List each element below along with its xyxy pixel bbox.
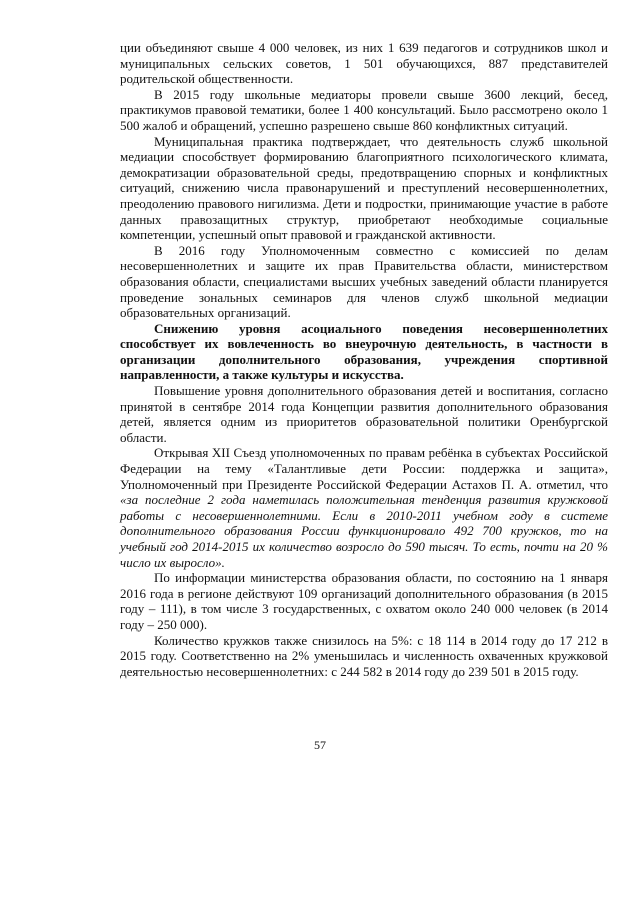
paragraph-5-emphasis: Снижению уровня асоциального поведения несовершеннолетних способствует их вовлеченность во внеурочную деятельность, в частности в организации дополнительного образования, учреждения спортивной направленности, а также культуры и искусства.: [120, 320, 608, 383]
page-number: 57: [314, 738, 326, 752]
paragraph-2: В 2015 году школьные медиаторы провели свыше 3600 лекций, бесед, практикумов правовой тематики, более 1 400 консультаций. Было рассмотрено около 1 500 жалоб и обращений, успешно разрешено свыше 860 конфликтных ситуаций.: [120, 86, 608, 133]
paragraph-4: В 2016 году Уполномоченным совместно с комиссией по делам несовершеннолетних и защите их прав Правительства области, министерством образования области, специалистами высших учебных заведений области планируется проведение зональных семинаров для членов служб школьной медиации образовательных организаций.: [120, 242, 608, 321]
paragraph-6: Повышение уровня дополнительного образования детей и воспитания, согласно принятой в сентябре 2014 года Концепции развития дополнительного образования детей, является одним из приоритетов образовательной политики Оренбургской области.: [120, 383, 608, 445]
paragraph-8: По информации министерства образования области, по состоянию на 1 января 2016 года в регионе действуют 109 организаций дополнительного образования (в 2015 году – 111), в том числе 3 государственных, с охватом около 240 000 человек (в 2014 году – 250 000).: [120, 570, 608, 632]
paragraph-3: Муниципальная практика подтверждает, что деятельность служб школьной медиации способствует формированию благоприятного психологического климата, демократизации образовательной среды, предотвращению спорных и конфликтных ситуаций, снижению числа правонарушений и преступлений несовершеннолетних, преодолению правового нигилизма. Дети и подростки, принимающие участие в работе данных правозащитных структур, приобретают необходимые социальные компетенции, успешный опыт правовой и гражданской активности.: [120, 133, 608, 243]
paragraph-9: Количество кружков также снизилось на 5%: с 18 114 в 2014 году до 17 212 в 2015 году. Соответственно на 2% уменьшилась и численность охваченных кружковой деятельностью несовершеннолетних: с 244 582 в 2014 году до 239 501 в 2015 году.: [120, 632, 608, 679]
paragraph-1: ции объединяют свыше 4 000 человек, из них 1 639 педагогов и сотрудников школ и муниципальных сельских советов, 1 501 обучающихся, 887 представителей родительской общественности.: [120, 40, 608, 87]
paragraph-7-quote: «за последние 2 года наметилась положительная тенденция развития кружковой работы с несовершеннолетними. Если в 2010-2011 учебном году в системе дополнительного образования России функционировало 492 700 кружков, то на учебный год 2014-2015 их количество возросло до 590 тысяч. То есть, почти на 20 % число их выросло».: [120, 492, 608, 570]
body-text: [120, 40, 608, 679]
paragraph-7: [120, 445, 608, 570]
paragraph-7-lead: Открывая XII Съезд уполномоченных по правам ребёнка в субъектах Российской Федерации на тему «Талантливые дети России: поддержка и защита», Уполномоченный при Президенте Российской Федерации Астахов П. А. отметил, что: [120, 445, 608, 492]
